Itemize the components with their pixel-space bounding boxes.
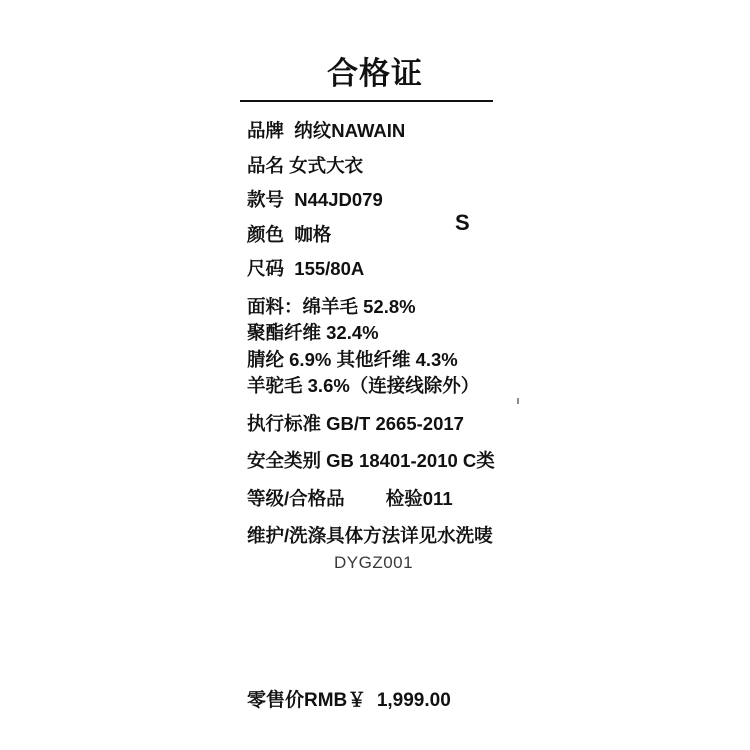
- field-grade-inspection: 等级/合格品 检验011: [247, 487, 453, 509]
- field-fabric-alpaca: 羊驼毛 3.6%（连接线除外）: [247, 375, 480, 396]
- field-size: 尺码 155/80A: [247, 258, 365, 279]
- field-care-instructions: 维护/洗涤具体方法详见水洗唛: [247, 525, 493, 546]
- field-safety-category: 安全类别 GB 18401-2010 C类: [247, 450, 495, 471]
- care-code: DYGZ001: [334, 553, 414, 572]
- page-title: 合格证: [327, 56, 423, 91]
- field-fabric-polyester: 聚酯纤维 32.4%: [247, 322, 379, 343]
- field-list: [247, 122, 707, 562]
- field-fabric-wool: 面料：绵羊毛 52.8%: [247, 295, 416, 317]
- field-brand: 品牌 纳纹NAWAIN: [247, 120, 406, 141]
- field-color: 颜色 咖格: [247, 223, 332, 245]
- print-speck: [517, 398, 519, 404]
- field-fabric-acrylic-other: 腈纶 6.9% 其他纤维 4.3%: [247, 348, 458, 370]
- retail-price: 零售价RMB￥ 1,999.00: [247, 690, 451, 711]
- field-product-name: 品名 女式大衣: [247, 154, 364, 176]
- title-divider: [240, 100, 493, 102]
- field-standard: 执行标准 GB/T 2665-2017: [247, 412, 464, 434]
- size-mark: S: [455, 210, 470, 235]
- field-style-number: 款号 N44JD079: [247, 189, 383, 210]
